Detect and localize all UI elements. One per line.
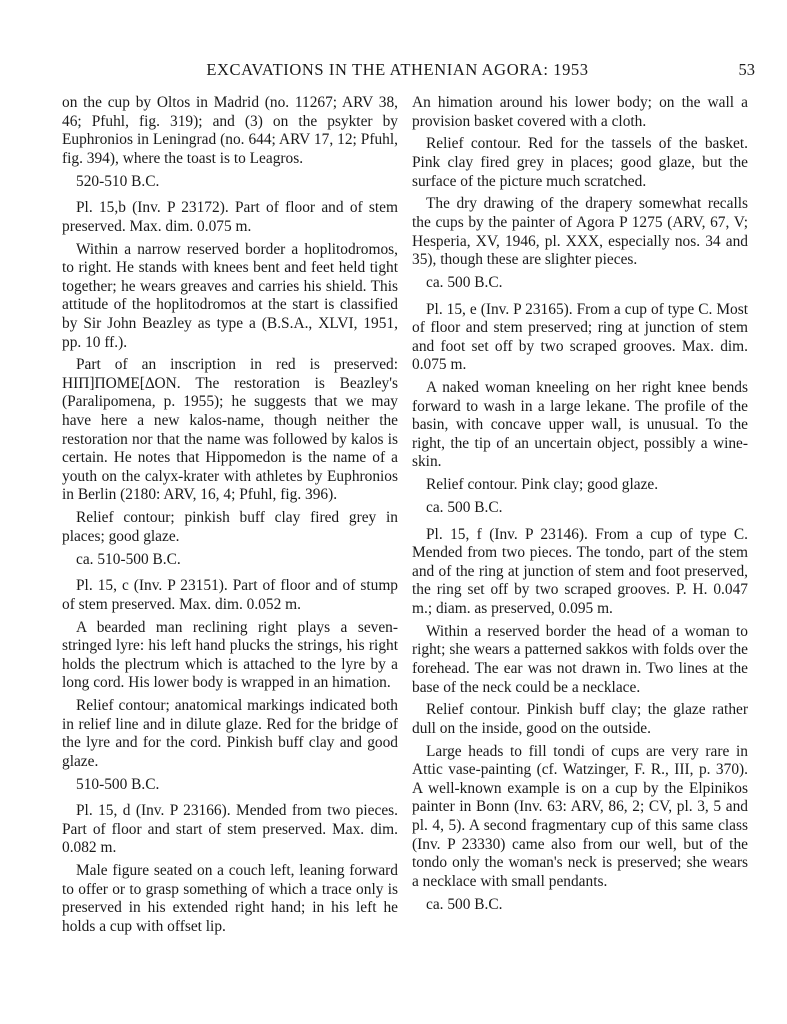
catalogue-entry-heading: Pl. 15, f (Inv. P 23146). From a cup of type C. Mended from two pieces. The tondo, part of the stem and of the ring at junction of stem and foot preserved, the ring set off by two scraped grooves. P. H. 0.047 m.; diam. as preserved, 0.095 m. [412,525,748,617]
paragraph: Relief contour; pinkish buff clay fired grey in places; good glaze. [62,509,398,545]
page-number: 53 [738,60,755,79]
catalogue-entry-heading: Pl. 15, d (Inv. P 23166). Mended from two pieces. Part of floor and start of stem preserved. Max. dim. 0.082 m. [62,802,398,857]
paragraph: Relief contour. Pink clay; good glaze. [426,476,659,494]
paragraph: Male figure seated on a couch left, leaning forward to offer or to grasp something of which a trace only is preserved in his extended right hand; in his left he holds a cup with offset lip. [62,862,398,936]
left-column [62,94,398,941]
catalogue-entry-heading: Pl. 15, c (Inv. P 23151). Part of floor and of stump of stem preserved. Max. dim. 0.052 m. [62,577,398,613]
paragraph: A naked woman kneeling on her right knee bends forward to wash in a large lekane. The profile of the basin, with concave upper wall, is unusual. To the right, the tip of an uncertain object, possibly a wine-skin. [412,379,748,471]
paragraph: Relief contour; anatomical markings indicated both in relief line and in dilute glaze. Red for the bridge of the lyre and for the cord. Pinkish buff clay and good glaze. [62,697,398,770]
right-column [412,94,748,922]
paragraph: Within a narrow reserved border a hoplitodromos, to right. He stands with knees bent and feet held tight together; he wears greaves and carries his shield. This attitude of the hoplitodromos at the start is classified by Sir John Beazley as type a (B.S.A., XLVI, 1951, pp. 10 ff.). [62,240,398,351]
paragraph: The dry drawing of the drapery somewhat recalls the cups by the painter of Agora P 1275 (ARV, 67, V; Hesperia, XV, 1946, pl. XXX, especially nos. 34 and 35), though these are slighter pieces. [412,195,748,269]
date-line: ca. 500 B.C. [426,499,503,516]
catalogue-entry-heading: Pl. 15, e (Inv. P 23165). From a cup of type C. Most of floor and stem preserved; ring at junction of stem and foot set off by two scraped grooves. Max. dim. 0.075 m. [412,300,748,374]
paragraph: Relief contour. Pinkish buff clay; the glaze rather dull on the inside, good on the outside. [412,701,748,737]
paragraph: on the cup by Oltos in Madrid (no. 11267; ARV 38, 46; Pfuhl, fig. 319); and (3) on the psykter by Euphronios in Leningrad (no. 644; ARV 17, 12; Pfuhl, fig. 394), where the toast is to Leagros. [62,94,398,167]
date-line: 520-510 B.C. [76,172,160,190]
date-line: 510-500 B.C. [76,775,160,793]
catalogue-entry-heading: Pl. 15,b (Inv. P 23172). Part of floor and of stem preserved. Max. dim. 0.075 m. [62,199,398,235]
date-line: ca. 500 B.C. [426,895,503,913]
paragraph: Relief contour. Red for the tassels of the basket. Pink clay fired grey in places; good glaze, but the surface of the picture much scratched. [412,135,748,190]
page-header [40,60,755,82]
paragraph: A bearded man reclining right plays a seven-stringed lyre: his left hand plucks the strings, his right holds the plectrum which is attached to the lyre by a long cord. His lower body is wrapped in an himation. [62,618,398,692]
date-line: ca. 500 B.C. [426,273,503,291]
paragraph: Large heads to fill tondi of cups are very rare in Attic vase-painting (cf. Watzinger, F. R., III, p. 370). A well-known example is on a cup by the Elpinikos painter in Bonn (Inv. 63: ARV, 86, 2; CV, pl. 3, 5 and pl. 4, 5). A second fragmentary cup of this same class (Inv. P 23330) came also from our well, but of the tondo only the woman's neck is preserved; she wears a necklace with small pendants. [412,742,748,890]
paragraph: Part of an inscription in red is preserved: ΗΙΠ]ΠΟΜΕ[ΔΟΝ. The restoration is Beazley's (Paralipomena, p. 1955); he suggests that we may have here a new kalos-name, though neither the restoration nor that the name was followed by kalos is certain. He notes that Hippomedon is the name of a youth on the calyx-krater with athletes by Euphronios in Berlin (2180: ARV, 16, 4; Pfuhl, fig. 396). [62,356,398,504]
date-line: ca. 510-500 B.C. [76,550,181,568]
running-title: EXCAVATIONS IN THE ATHENIAN AGORA: 1953 [206,60,589,79]
paragraph: An himation around his lower body; on the wall a provision basket covered with a cloth. [412,94,748,130]
paragraph: Within a reserved border the head of a woman to right; she wears a patterned sakkos with folds over the forehead. The ear was not drawn in. Two lines at the base of the neck could be a necklace. [412,622,748,696]
